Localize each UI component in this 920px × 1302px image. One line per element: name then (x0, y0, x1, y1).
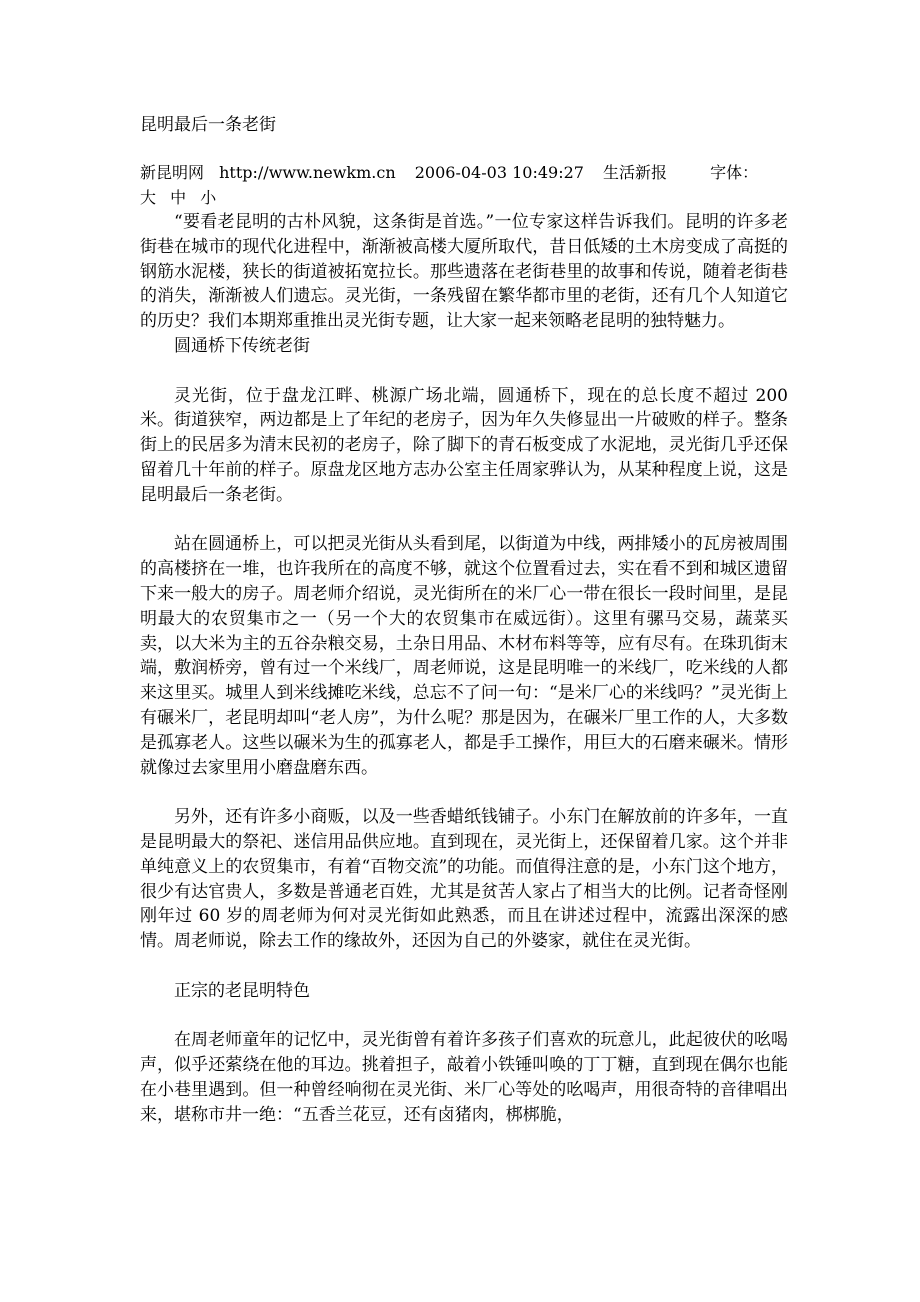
publish-datetime: 2006-04-03 10:49:27 (414, 163, 584, 182)
article-meta (140, 160, 800, 210)
font-size-large-link[interactable]: 大 (140, 188, 157, 207)
body-paragraph: 灵光街，位于盘龙江畔、桃源广场北端，圆通桥下，现在的总长度不超过 200 米。街道狭窄，两边都是上了年纪的老房子，因为年久失修显出一片破败的样子。整条街上的民居多为清末民初的老房子，除了脚下的青石板变成了水泥地，灵光街几乎还保留着几十年前的样子。原盘龙区地方志办公室主任周家骅认为，从某种程度上说，这是昆明最后一条老街。 (140, 385, 788, 505)
font-size-medium-link[interactable]: 中 (170, 188, 187, 207)
body-paragraph: 在周老师童年的记忆中，灵光街曾有着许多孩子们喜欢的玩意儿，此起彼伏的吆喝声，似乎还萦绕在他的耳边。挑着担子，敲着小铁锤叫唤的丁丁糖，直到现在偶尔也能在小巷里遇到。但一种曾经响彻在灵光街、米厂心等处的吆喝声，用很奇特的音律唱出来，堪称市井一绝：“五香兰花豆，还有卤猪肉，梆梆脆， (140, 1030, 788, 1125)
font-size-options (140, 185, 800, 210)
font-size-label: 字体： (710, 163, 759, 182)
body-paragraph: 站在圆通桥上，可以把灵光街从头看到尾，以街道为中线，两排矮小的瓦房被周围的高楼挤在一堆，也许我所在的高度不够，就这个位置看过去，实在看不到和城区遗留下来一般大的房子。周老师介绍说，灵光街所在的米厂心一带在很长一段时间里，是昆明最大的农贸集市之一（另一个大的农贸集市在威远街）。这里有骡马交易，蔬菜买卖，以大米为主的五谷杂粮交易，土杂日用品、木材布料等等，应有尽有。在珠玑街末端，敷润桥旁，曾有过一个米线厂，周老师说，这是昆明唯一的米线厂，吃米线的人都来这里买。城里人到米线摊吃米线，总忘不了问一句：“是米厂心的米线吗？”灵光街上有碾米厂，老昆明却叫“老人房”，为什么呢？那是因为，在碾米厂里工作的人，大多数是孤寡老人。这些以碾米为生的孤寡老人，都是手工操作，用巨大的石磨来碾米。情形就像过去家里用小磨盘磨东西。 (140, 534, 788, 778)
intro-paragraph: “要看老昆明的古朴风貌，这条街是首选。”一位专家这样告诉我们。昆明的许多老街巷在城市的现代化进程中，渐渐被高楼大厦所取代，昔日低矮的土木房变成了高挺的钢筋水泥楼，狭长的街道被拓宽拉长。那些遗落在老街巷里的故事和传说，随着老街巷的消失，渐渐被人们遗忘。灵光街，一条残留在繁华都市里的老街，还有几个人知道它的历史？我们本期郑重推出灵光街专题，让大家一起来领略老昆明的独特魅力。 (140, 212, 788, 332)
site-name: 新昆明网 (140, 163, 205, 182)
section-heading-old-kunming: 正宗的老昆明特色 (174, 980, 310, 1001)
meta-row (140, 160, 800, 185)
article-source: 生活新报 (603, 163, 668, 182)
section-heading-traditional-street: 圆通桥下传统老街 (174, 335, 310, 356)
body-paragraph: 另外，还有许多小商贩，以及一些香蜡纸钱铺子。小东门在解放前的许多年，一直是昆明最大的祭祀、迷信用品供应地。直到现在，灵光街上，还保留着几家。这个并非单纯意义上的农贸集市，有着“百物交流”的功能。而值得注意的是，小东门这个地方，很少有达官贵人，多数是普通老百姓，尤其是贫苦人家占了相当大的比例。记者奇怪刚刚年过 60 岁的周老师为何对灵光街如此熟悉，而且在讲述过程中，流露出深深的感情。周老师说，除去工作的缘故外，还因为自己的外婆家，就住在灵光街。 (140, 807, 788, 952)
font-size-small-link[interactable]: 小 (200, 188, 217, 207)
site-url-link[interactable]: http://www.newkm.cn (219, 163, 396, 182)
article-title: 昆明最后一条老街 (140, 115, 276, 135)
article-body (140, 210, 788, 1127)
